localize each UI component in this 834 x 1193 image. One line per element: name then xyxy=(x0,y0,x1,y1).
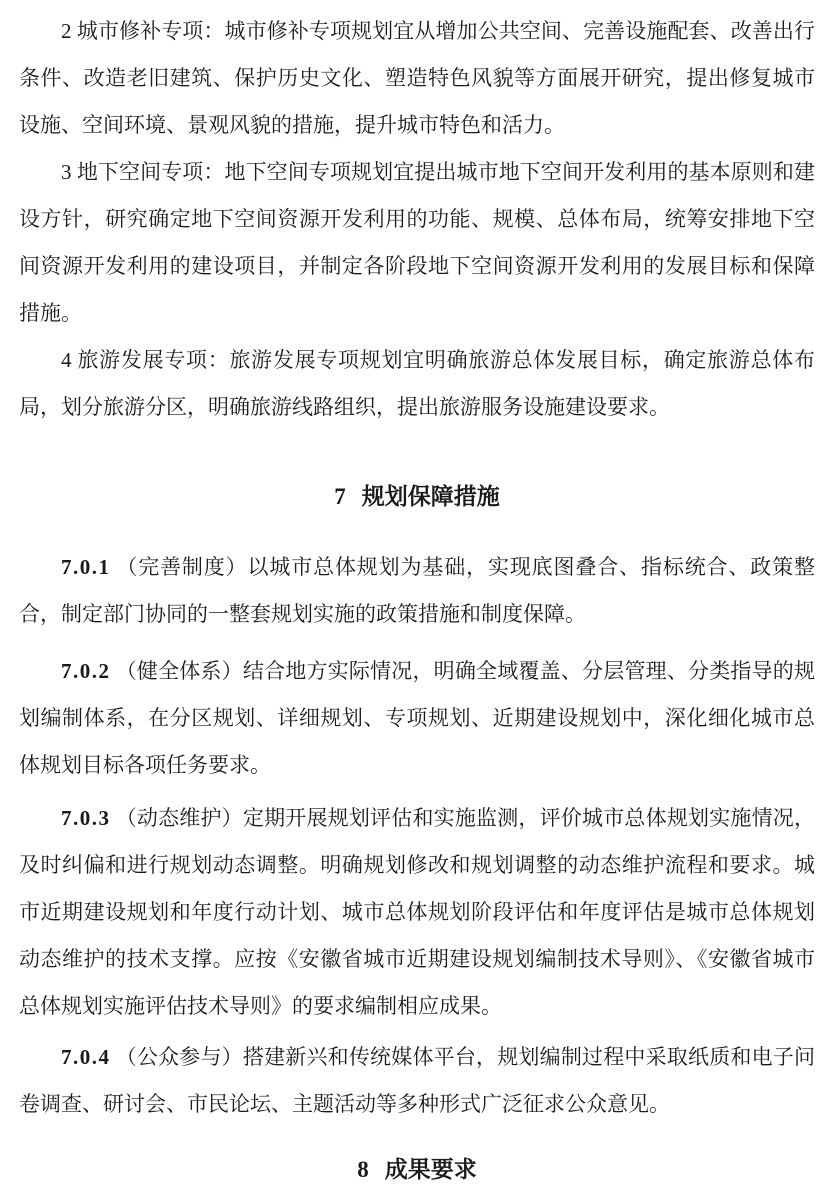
clause-7-0-3-text: （动态维护）定期开展规划评估和实施监测，评价城市总体规划实施情况，及时纠偏和进行规划动态调整。明确规划修改和规划调整的动态维护流程和要求。城市近期建设规划和年度行动计划、城市总体规划阶段评估和年度评估是城市总体规划动态维护的技术支撑。应按《安徽省城市近期建设规划编制技术导则》、《安徽省城市总体规划实施评估技术导则》的要求编制相应成果。 xyxy=(19,806,815,1018)
section-heading-7 xyxy=(19,473,815,520)
clause-7-0-2 xyxy=(19,648,815,789)
clause-7-0-4-number: 7.0.4 xyxy=(61,1045,111,1069)
section-8-title: 成果要求 xyxy=(384,1157,477,1182)
section-7-title: 规划保障措施 xyxy=(361,484,500,509)
clause-7-0-1-number: 7.0.1 xyxy=(61,555,111,579)
clause-7-0-2-text: （健全体系）结合地方实际情况，明确全域覆盖、分层管理、分类指导的规划编制体系，在分区规划、详细规划、专项规划、近期建设规划中，深化细化城市总体规划目标各项任务要求。 xyxy=(19,659,815,777)
clause-7-0-3 xyxy=(19,795,815,1030)
paragraph-underground-space-item: 3 地下空间专项：地下空间专项规划宜提出城市地下空间开发利用的基本原则和建设方针，研究确定地下空间资源开发利用的功能、规模、总体布局，统筹安排地下空间资源开发利用的建设项目，并制定各阶段地下空间资源开发利用的发展目标和保障措施。 xyxy=(19,160,815,325)
paragraph-tourism-item: 4 旅游发展专项：旅游发展专项规划宜明确旅游总体发展目标，确定旅游总体布局，划分旅游分区，明确旅游线路组织，提出旅游服务设施建设要求。 xyxy=(19,348,815,419)
clause-7-0-1-text: （完善制度）以城市总体规划为基础，实现底图叠合、指标统合、政策整合，制定部门协同的一整套规划实施的政策措施和制度保障。 xyxy=(19,555,815,626)
clause-7-0-2-number: 7.0.2 xyxy=(61,659,111,683)
clause-7-0-4 xyxy=(19,1034,815,1128)
section-8-number: 8 xyxy=(357,1157,369,1182)
paragraph-city-repair-item: 2 城市修补专项：城市修补专项规划宜从增加公共空间、完善设施配套、改善出行条件、改造老旧建筑、保护历史文化、塑造特色风貌等方面展开研究，提出修复城市设施、空间环境、景观风貌的措施，提升城市特色和活力。 xyxy=(19,19,815,137)
clause-7-0-3-number: 7.0.3 xyxy=(61,806,111,830)
section-heading-8 xyxy=(19,1146,815,1193)
clause-7-0-4-text: （公众参与）搭建新兴和传统媒体平台，规划编制过程中采取纸质和电子问卷调查、研讨会、市民论坛、主题活动等多种形式广泛征求公众意见。 xyxy=(19,1045,815,1116)
section-7-number: 7 xyxy=(334,484,346,509)
clause-7-0-1 xyxy=(19,544,815,638)
